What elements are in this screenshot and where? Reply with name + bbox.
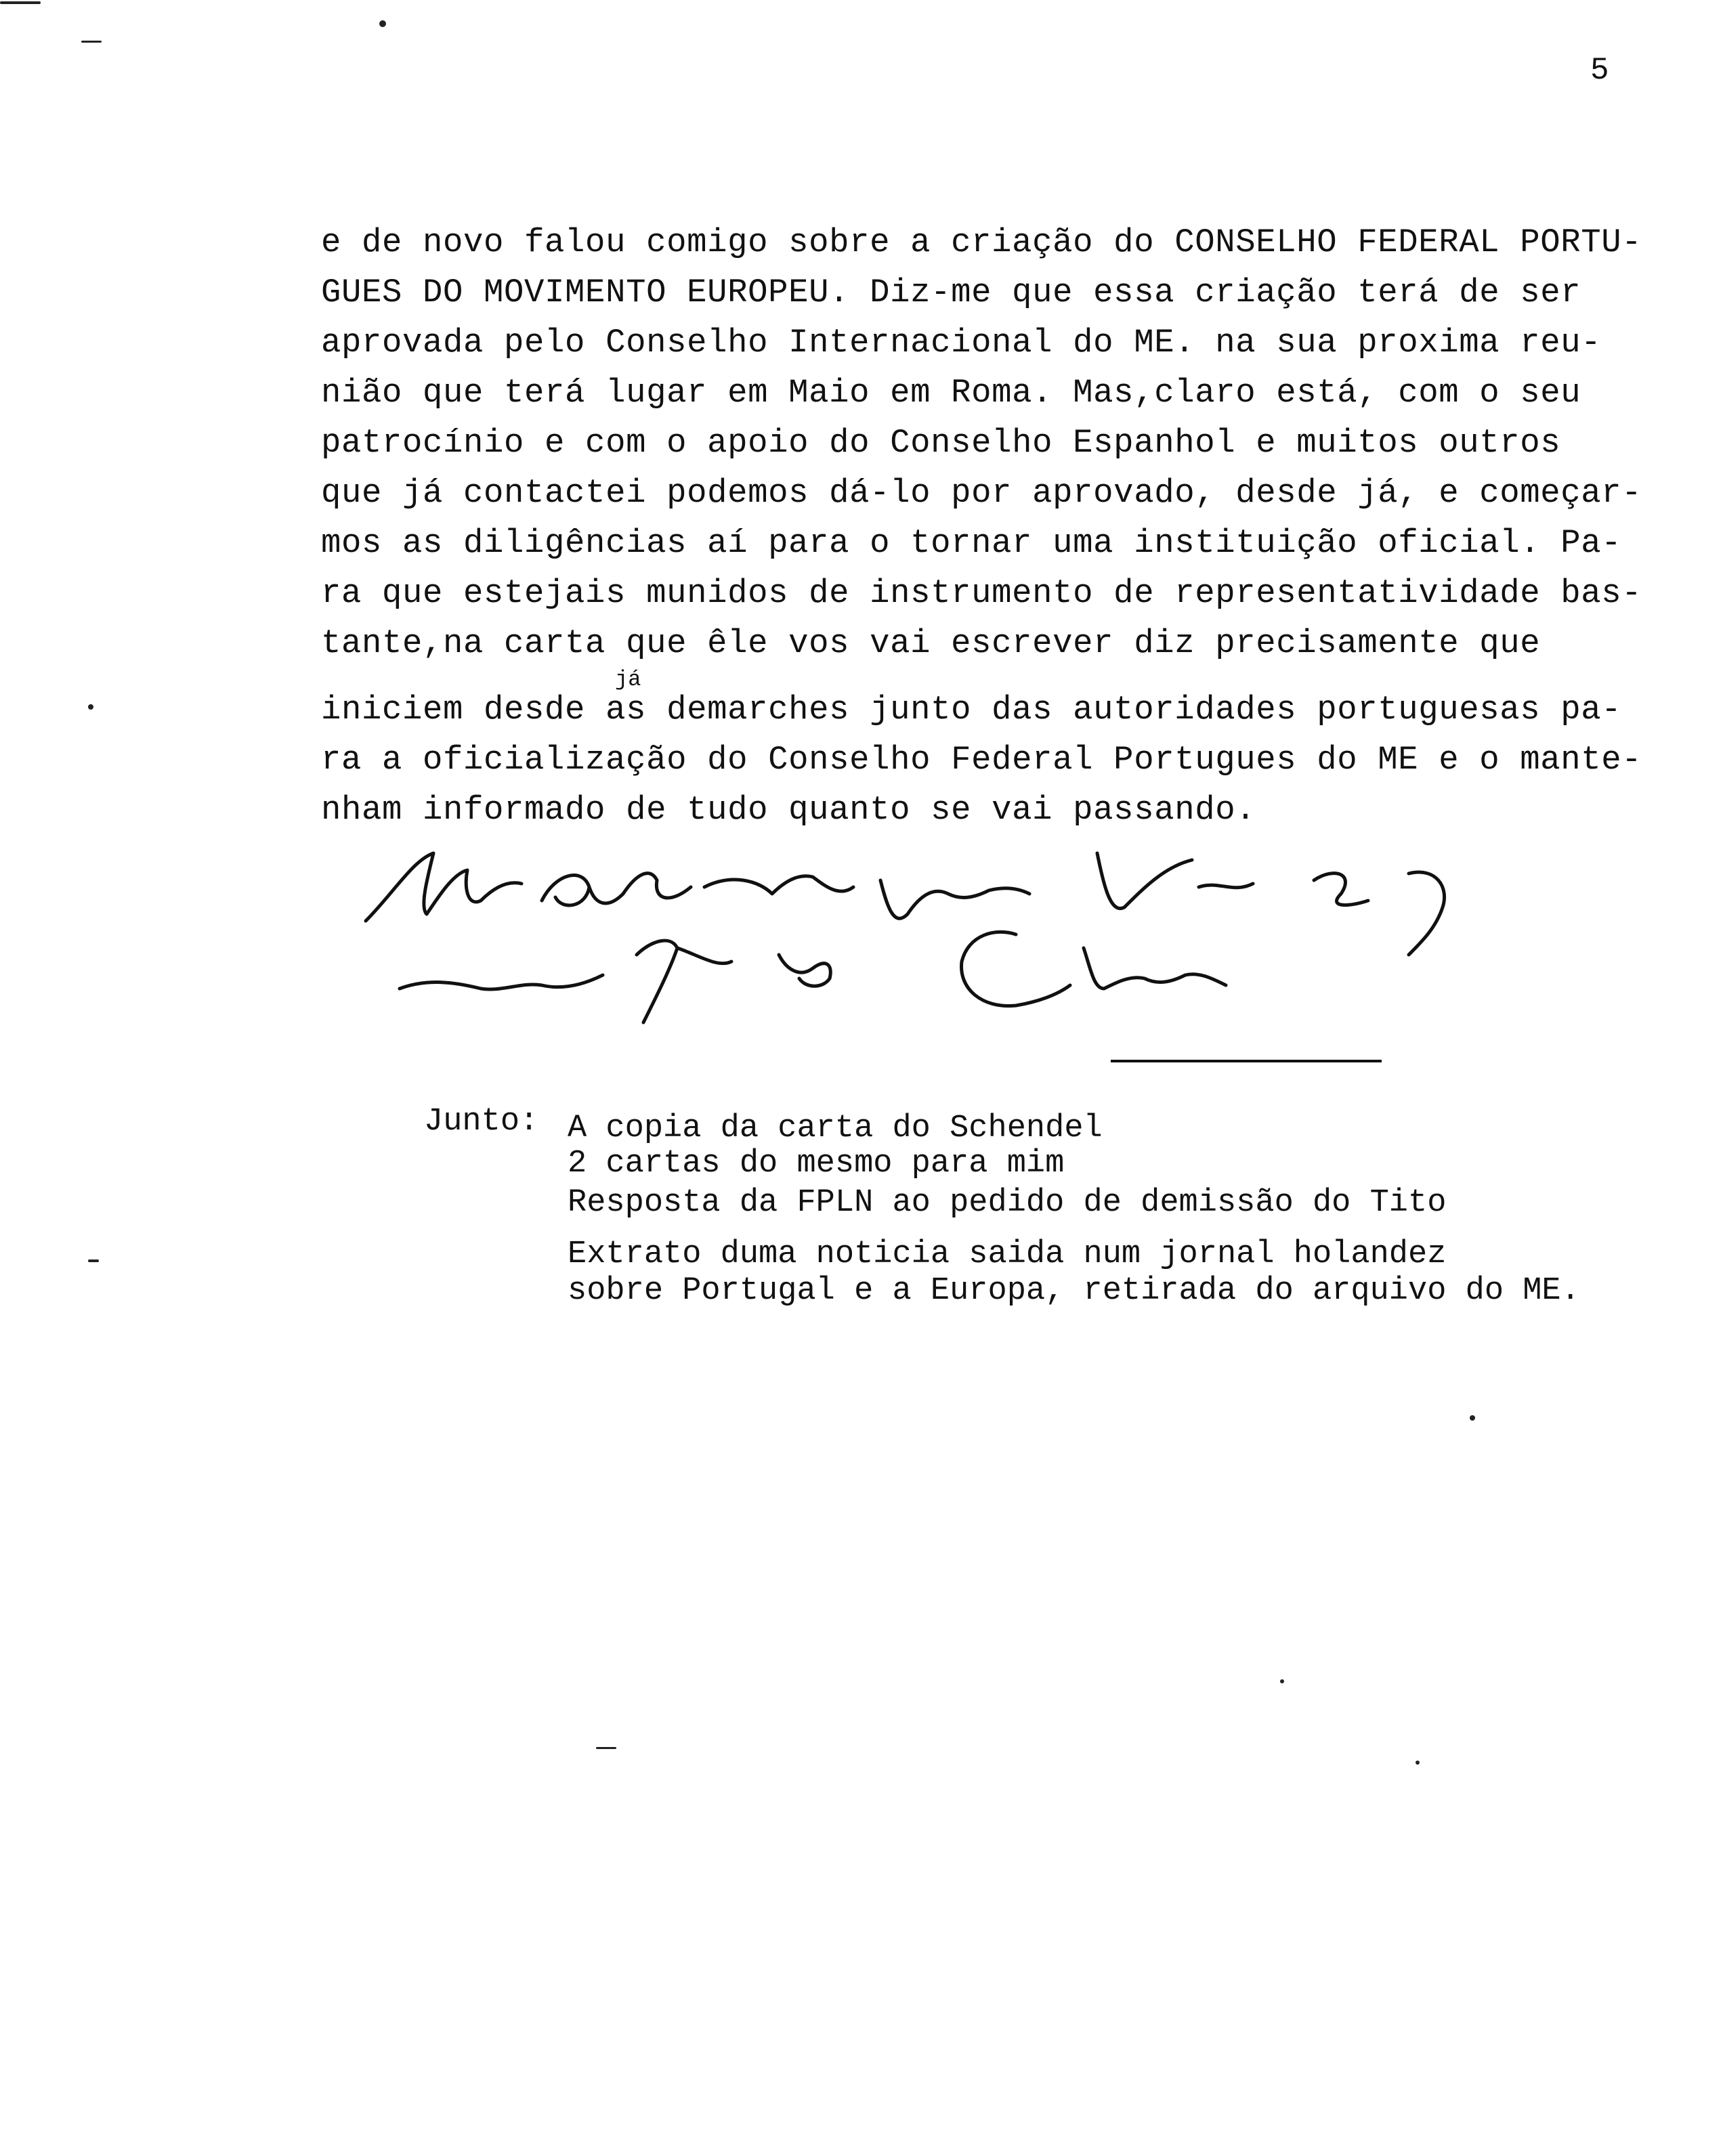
body-line: aprovada pelo Conselho Internacional do ME. na sua proxima reu- [321, 324, 1602, 362]
scan-speck [1416, 1761, 1420, 1765]
scan-speck [596, 1747, 616, 1749]
body-line: mos as diligências aí para o tornar uma instituição oficial. Pa- [321, 524, 1622, 562]
scan-speck [88, 1259, 99, 1262]
body-line: que já contactei podemos dá-lo por aprovado, desde já, e começar- [321, 474, 1642, 512]
body-line: GUES DO MOVIMENTO EUROPEU. Diz-me que essa criação terá de ser [321, 274, 1581, 311]
enclosure-item: A copia da carta do Schendel [568, 1111, 1103, 1146]
enclosure-item: Resposta da FPLN ao pedido de demissão do Tito [568, 1185, 1447, 1221]
enclosures-label: Junto: [424, 1104, 539, 1140]
scan-speck [1280, 1679, 1284, 1683]
body-line: iniciem desde as demarches junto das autoridades portuguesas pa- [321, 691, 1622, 729]
enclosure-item: Extrato duma noticia saida num jornal holandez [568, 1236, 1447, 1272]
scan-speck [379, 20, 386, 27]
body-line: tante,na carta que êle vos vai escrever diz precisamente que [321, 624, 1541, 662]
signature-underline [1111, 1060, 1382, 1062]
body-line: nham informado de tudo quanto se vai passando. [321, 791, 1256, 829]
body-line: ra a oficialização do Conselho Federal Portugues do ME e o mante- [321, 741, 1642, 779]
scan-speck [88, 704, 93, 710]
scan-speck [0, 1, 41, 4]
body-line: patrocínio e com o apoio do Conselho Espanhol e muitos outros [321, 424, 1561, 462]
body-line: ra que estejais munidos de instrumento de representatividade bas- [321, 574, 1642, 612]
inserted-word: já [615, 667, 641, 692]
scan-speck [81, 41, 102, 43]
enclosure-item: 2 cartas do mesmo para mim [568, 1146, 1065, 1182]
page-number: 5 [1590, 53, 1609, 88]
body-line: nião que terá lugar em Maio em Roma. Mas,claro está, com o seu [321, 374, 1581, 412]
enclosure-item: sobre Portugal e a Europa, retirada do arquivo do ME. [568, 1273, 1580, 1309]
scan-speck [1470, 1415, 1475, 1421]
handwritten-signature [352, 833, 1639, 1077]
body-line: e de novo falou comigo sobre a criação do CONSELHO FEDERAL PORTU- [321, 223, 1642, 261]
